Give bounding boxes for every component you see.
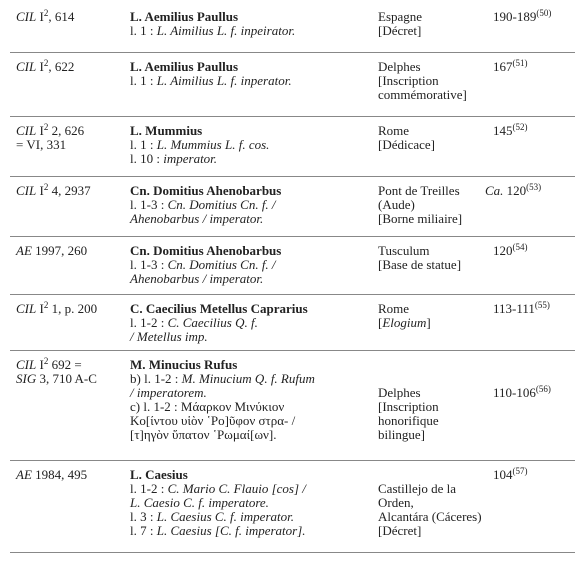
- place-cell: [378, 10, 498, 38]
- date-value: 145$^{(52)}$: [493, 122, 528, 138]
- footnote-ref: (53): [526, 182, 542, 192]
- table-row: [10, 244, 575, 295]
- source-cell: [16, 244, 126, 258]
- place-line: [Décret]: [378, 23, 422, 38]
- inscription-line: l. 1-2 : C. Caecilius Q. f.: [130, 315, 258, 330]
- place-cell: [378, 244, 498, 272]
- inscription-line: l. 1 : L. Aimilius L. f. inpeirator.: [130, 23, 296, 38]
- footnote-ref: (51): [512, 58, 528, 68]
- place-line: honorifique: [378, 413, 439, 428]
- footnote-ref: (56): [535, 384, 551, 394]
- place-line: [Dédicace]: [378, 137, 436, 152]
- text-cell: [130, 124, 370, 166]
- footnote-ref: (52): [512, 122, 528, 132]
- source-line: = VI, 331: [16, 137, 67, 152]
- source-cell: [16, 302, 126, 316]
- place-line: Espagne: [378, 9, 423, 24]
- footnote-ref: (57): [512, 466, 528, 476]
- inscription-line: Κο[ίντου υἱὸν ῾Ρο]ῦφον στρα- /: [130, 413, 296, 428]
- place-cell: [378, 482, 498, 538]
- magistrate-name: M. Minucius Rufus: [130, 357, 238, 372]
- date-value: 190-189$^{(50)}$: [493, 8, 552, 24]
- place-line: Castillejo de la: [378, 481, 456, 496]
- source-line: CIL $I^2$ 1, p. 200: [16, 300, 98, 316]
- source-line: CIL $I^2$, 614: [16, 8, 75, 24]
- place-line: [Inscription: [378, 73, 439, 88]
- date-cell: [493, 124, 575, 138]
- magistrate-name: L. Mummius: [130, 123, 203, 138]
- place-line: commémorative]: [378, 87, 467, 102]
- inscription-line: l. 1 : L. Aimilius L. f. inperator.: [130, 73, 292, 88]
- text-cell: [130, 60, 370, 88]
- place-line: Orden,: [378, 495, 414, 510]
- place-line: [Inscription: [378, 399, 439, 414]
- date-cell: [493, 244, 575, 258]
- inscription-line: c) l. 1-2 : Μάαρκον Μινύκιον: [130, 399, 285, 414]
- table-row: [10, 124, 575, 177]
- inscription-line: l. 1-3 : Cn. Domitius Cn. f. /: [130, 257, 276, 272]
- place-cell: [378, 386, 498, 442]
- source-cell: [16, 124, 126, 152]
- date-value: 120$^{(54)}$: [493, 242, 528, 258]
- date-value: 104$^{(57)}$: [493, 466, 528, 482]
- table-row: [10, 468, 575, 553]
- text-cell: [130, 358, 370, 442]
- source-cell: [16, 358, 126, 386]
- magistrate-name: Cn. Domitius Ahenobarbus: [130, 183, 282, 198]
- inscription-line: Ahenobarbus / imperator.: [130, 271, 264, 286]
- text-cell: [130, 302, 370, 344]
- place-line: Delphes: [378, 59, 421, 74]
- source-cell: [16, 468, 126, 482]
- date-cell: [493, 10, 575, 24]
- place-line: Rome: [378, 301, 410, 316]
- inscription-line: l. 3 : L. Caesius C. f. imperator.: [130, 509, 294, 524]
- place-line: [Borne miliaire]: [378, 211, 463, 226]
- date-cell: [493, 302, 575, 316]
- place-line: Alcantára (Cáceres): [378, 509, 482, 524]
- place-line: Delphes: [378, 385, 421, 400]
- place-cell: [378, 184, 498, 226]
- magistrate-name: L. Caesius: [130, 467, 188, 482]
- date-cell: [493, 60, 575, 74]
- footnote-ref: (54): [512, 242, 528, 252]
- inscription-line: l. 10 : imperator.: [130, 151, 218, 166]
- date-value: 167$^{(51)}$: [493, 58, 528, 74]
- place-cell: [378, 124, 498, 152]
- text-cell: [130, 184, 370, 226]
- date-cell: [485, 184, 567, 198]
- place-line: Tusculum: [378, 243, 430, 258]
- magistrate-name: L. Aemilius Paullus: [130, 59, 238, 74]
- source-line: SIG 3, 710 A-C: [16, 371, 97, 386]
- date-value: 110-106$^{(56)}$: [493, 384, 551, 400]
- magistrate-name: C. Caecilius Metellus Caprarius: [130, 301, 308, 316]
- inscription-line: / imperatorem.: [130, 385, 207, 400]
- place-cell: [378, 302, 498, 330]
- magistrate-name: L. Aemilius Paullus: [130, 9, 238, 24]
- inscription-line: l. 1 : L. Mummius L. f. cos.: [130, 137, 270, 152]
- date-cell: [493, 468, 575, 482]
- table-row: [10, 358, 575, 461]
- footnote-ref: (50): [536, 8, 552, 18]
- table-row: [10, 10, 575, 53]
- place-line: Rome: [378, 123, 410, 138]
- inscription-line: L. Caesio C. f. imperatore.: [130, 495, 269, 510]
- date-value: Ca. 120$^{(53)}$: [485, 182, 542, 198]
- place-line: [Décret]: [378, 523, 422, 538]
- place-line: [Base de statue]: [378, 257, 462, 272]
- inscription-line: l. 7 : L. Caesius [C. f. imperator].: [130, 523, 306, 538]
- inscription-line: [τ]ηγὸν ὕπατον ῾Ρωμαί[ων].: [130, 427, 277, 442]
- inscription-line: / Metellus imp.: [130, 329, 208, 344]
- text-cell: [130, 10, 370, 38]
- inscription-line: l. 1-3 : Cn. Domitius Cn. f. /: [130, 197, 276, 212]
- source-line: AE 1997, 260: [16, 243, 88, 258]
- table-row: [10, 302, 575, 351]
- place-line: bilingue]: [378, 427, 425, 442]
- source-line: AE 1984, 495: [16, 467, 88, 482]
- place-cell: [378, 60, 498, 102]
- inscription-line: b) l. 1-2 : M. Minucium Q. f. Rufum: [130, 371, 315, 386]
- place-line: Pont de Treilles: [378, 183, 460, 198]
- source-line: CIL $I^2$ 692 =: [16, 356, 82, 372]
- source-cell: [16, 10, 126, 24]
- place-line: (Aude): [378, 197, 415, 212]
- table-row: [10, 184, 575, 237]
- place-line: [Elogium]: [378, 315, 431, 330]
- source-cell: [16, 60, 126, 74]
- source-cell: [16, 184, 126, 198]
- date-cell: [493, 386, 575, 400]
- source-line: CIL $I^2$ 2, 626: [16, 122, 85, 138]
- footnote-ref: (55): [534, 300, 550, 310]
- source-line: CIL $I^2$, 622: [16, 58, 75, 74]
- date-value: 113-111$^{(55)}$: [493, 300, 550, 316]
- inscription-line: Ahenobarbus / imperator.: [130, 211, 264, 226]
- text-cell: [130, 244, 370, 286]
- inscription-line: l. 1-2 : C. Mario C. Flauio [cos] /: [130, 481, 306, 496]
- table-row: [10, 60, 575, 117]
- source-line: CIL $I^2$ 4, 2937: [16, 182, 91, 198]
- magistrate-name: Cn. Domitius Ahenobarbus: [130, 243, 282, 258]
- text-cell: [130, 468, 370, 538]
